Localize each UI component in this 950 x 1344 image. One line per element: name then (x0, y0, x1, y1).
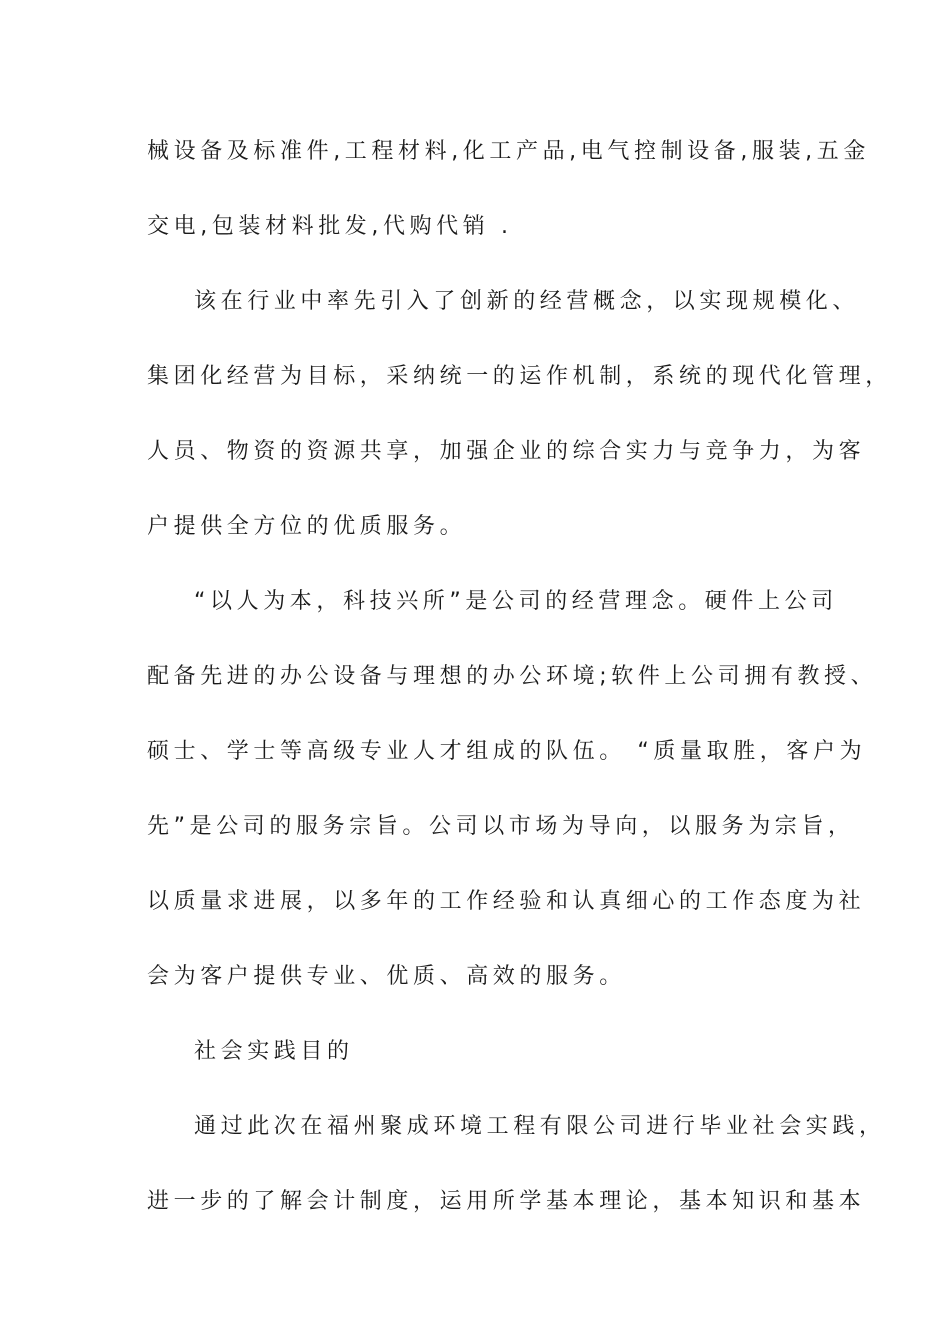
paragraph-start-line: “以人为本，科技兴所”是公司的经营理念。硬件上公司 (194, 589, 838, 614)
text-line: 配备先进的办公设备与理想的办公环境;软件上公司拥有教授、 (147, 664, 878, 689)
text-line: 以质量求进展，以多年的工作经验和认真细心的工作态度为社 (147, 889, 866, 914)
section-heading: 社会实践目的 (194, 1039, 354, 1064)
paragraph-start-line: 通过此次在福州聚成环境工程有限公司进行毕业社会实践， (194, 1114, 886, 1139)
text-line: 先”是公司的服务宗旨。公司以市场为导向，以服务为宗旨， (147, 814, 855, 839)
paragraph-start-line: 该在行业中率先引入了创新的经营概念，以实现规模化、 (194, 289, 860, 314)
text-line: 硕士、学士等高级专业人才组成的队伍。 “质量取胜，客户为 (147, 739, 867, 764)
text-line: 进一步的了解会计制度，运用所学基本理论，基本知识和基本 (147, 1189, 866, 1214)
text-line: 户提供全方位的优质服务。 (147, 514, 467, 539)
text-line: 械设备及标准件,工程材料,化工产品,电气控制设备,服装,五金 (147, 139, 870, 164)
text-line: 交电,包装材料批发,代购代销 . (147, 214, 513, 239)
text-line: 集团化经营为目标，采纳统一的运作机制，系统的现代化管理， (147, 364, 892, 389)
text-line: 会为客户提供专业、优质、高效的服务。 (147, 964, 626, 989)
text-line: 人员、物资的资源共享，加强企业的综合实力与竞争力，为客 (147, 439, 866, 464)
